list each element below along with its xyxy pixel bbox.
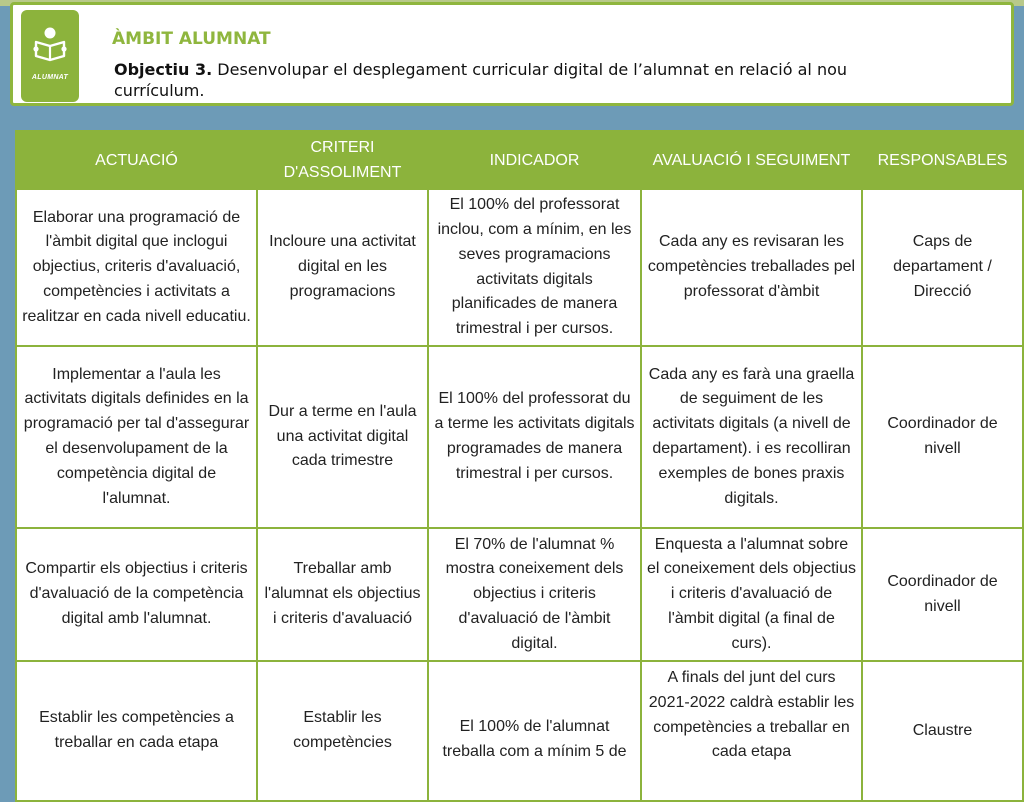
cell-responsables: Coordinador de nivell: [862, 346, 1023, 528]
cell-avaluacio: Enquesta a l'alumnat sobre el coneixement dels objectius i criteris d'avaluació de l'àmbit digital (a final de curs).: [641, 528, 862, 661]
cell-criteri: Establir les competències: [257, 661, 428, 801]
action-plan-table: [15, 130, 1024, 802]
cell-indicador: El 100% del professorat du a terme les activitats digitals programades de manera trimestral i per cursos.: [428, 346, 641, 528]
cell-actuacio: Establir les competències a treballar en cada etapa: [16, 661, 257, 801]
cell-actuacio: Elaborar una programació de l'àmbit digital que inclogui objectius, criteris d'avaluació, competències i activitats a realitzar en cada nivell educatiu.: [16, 189, 257, 346]
objective-statement: [114, 59, 914, 101]
cell-avaluacio: Cada any es farà una graella de seguiment de les activitats digitals (a nivell de departament). i es recolliran exemples de bones praxis digitals.: [641, 346, 862, 528]
cell-indicador: El 70% de l'alumnat % mostra coneixement dels objectius i criteris d'avaluació de l'àmbit digital.: [428, 528, 641, 661]
cell-actuacio: Compartir els objectius i criteris d'avaluació de la competència digital amb l'alumnat.: [16, 528, 257, 661]
column-header-avaluacio: AVALUACIÓ I SEGUIMENT: [641, 131, 862, 189]
column-header-actuacio: ACTUACIÓ: [16, 131, 257, 189]
student-reading-icon: [32, 26, 68, 64]
cell-actuacio: Implementar a l'aula les activitats digitals definides en la programació per tal d'assegurar el desenvolupament de la competència digital de l'alumnat.: [16, 346, 257, 528]
cell-avaluacio: Cada any es revisaran les competències treballades pel professorat d'àmbit: [641, 189, 862, 346]
table-row: [16, 528, 1023, 661]
table-row: [16, 189, 1023, 346]
cell-avaluacio: A finals del junt del curs 2021-2022 caldrà establir les competències a treballar en cada etapa: [641, 661, 862, 801]
objective-label: Objectiu 3.: [114, 60, 213, 79]
cell-criteri: Treballar amb l'alumnat els objectius i criteris d'avaluació: [257, 528, 428, 661]
column-header-responsables: RESPONSABLES: [862, 131, 1023, 189]
cell-responsables: Coordinador de nivell: [862, 528, 1023, 661]
cell-indicador: El 100% del professorat inclou, com a mínim, en les seves programacions activitats digitals planificades de manera trimestral i per cursos.: [428, 189, 641, 346]
table-header-row: [16, 131, 1023, 189]
objective-header-card: [10, 2, 1014, 106]
column-header-criteri: CRITERI D'ASSOLIMENT: [257, 131, 428, 189]
cell-indicador: El 100% de l'alumnat treballa com a mínim 5 de: [428, 661, 641, 801]
cell-criteri: Incloure una activitat digital en les programacions: [257, 189, 428, 346]
cell-responsables: Caps de departament / Direcció: [862, 189, 1023, 346]
area-title: ÀMBIT ALUMNAT: [112, 29, 271, 49]
table-row: [16, 346, 1023, 528]
cell-responsables: Claustre: [862, 661, 1023, 801]
table-row: [16, 661, 1023, 801]
badge-label: ALUMNAT: [31, 74, 69, 81]
column-header-indicador: INDICADOR: [428, 131, 641, 189]
cell-criteri: Dur a terme en l'aula una activitat digital cada trimestre: [257, 346, 428, 528]
objective-text: Desenvolupar el desplegament curricular digital de l’alumnat en relació al nou currículum.: [114, 60, 848, 100]
area-badge: [21, 10, 79, 102]
